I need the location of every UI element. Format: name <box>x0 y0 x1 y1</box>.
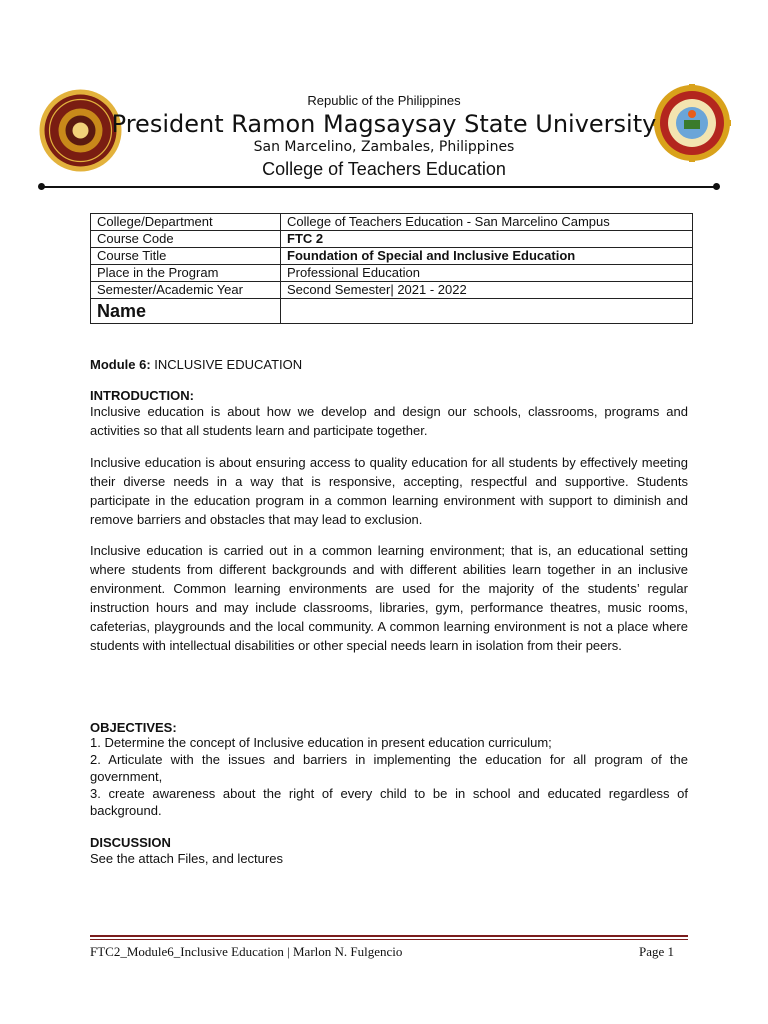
intro-paragraph-2: Inclusive education is about ensuring access to quality education for all students by effectively meeting their diverse needs in a way that is responsive, accepting, respectful and supportive. Students participate in the education program in a common learning environment with support to diminish and remove barriers and obstacles that may lead to exclusion. <box>90 455 688 527</box>
header-divider <box>42 186 716 188</box>
table-row <box>91 299 693 324</box>
university-address: San Marcelino, Zambales, Philippines <box>253 139 515 155</box>
objective-item: 2. Articulate with the issues and barriers in implementing the education for all program of the government, <box>90 752 688 784</box>
republic-label: Republic of the Philippines <box>307 93 461 108</box>
footer-divider-thin <box>90 939 688 940</box>
module-line <box>90 355 688 374</box>
table-label: College/Department <box>91 214 281 231</box>
university-name-wrap <box>0 110 768 142</box>
college-title: College of Teachers Education <box>262 159 506 179</box>
name-label: Name <box>91 299 281 324</box>
module-title: INCLUSIVE EDUCATION <box>154 357 303 372</box>
discussion-heading: DISCUSSION <box>90 835 171 850</box>
footer-divider <box>90 935 688 937</box>
page-number: Page 1 <box>639 944 675 959</box>
discussion-text: See the attach Files, and lectures <box>90 851 283 866</box>
course-info-table <box>90 213 693 324</box>
table-label: Place in the Program <box>91 265 281 282</box>
table-value: Second Semester| 2021 - 2022 <box>281 282 693 299</box>
intro-paragraph-1: Inclusive education is about how we develop and design our schools, classrooms, programs and activities so that all students learn and participate together. <box>90 404 688 438</box>
table-value: Foundation of Special and Inclusive Education <box>281 248 693 265</box>
intro-paragraph-3: Inclusive education is carried out in a common learning environment; that is, an educational setting where students from different backgrounds and with different abilities learn together in an inclusive environment. Common learning environments are used for the majority of the students’ regular instruction hours and may include classrooms, libraries, gym, performance theatres, music rooms, cafeterias, playgrounds and the local community. A common learning environment is not a place where students with intellectual disabilities or other special needs learn in isolation from their peers. <box>90 543 688 653</box>
objectives-heading: OBJECTIVES: <box>90 720 177 735</box>
introduction-heading: INTRODUCTION: <box>90 388 194 403</box>
objectives-list <box>90 734 688 819</box>
table-row <box>91 214 693 231</box>
name-field[interactable] <box>281 299 693 324</box>
table-row <box>91 265 693 282</box>
university-name: President Ramon Magsaysay State University <box>111 110 657 138</box>
rule-end-dot-right <box>713 183 720 190</box>
table-label: Course Title <box>91 248 281 265</box>
table-value: FTC 2 <box>281 231 693 248</box>
module-label: Module 6: <box>90 357 151 372</box>
footer-document-label: FTC2_Module6_Inclusive Education | Marlon N. Fulgencio <box>90 944 403 959</box>
objective-item: 3. create awareness about the right of every child to be in school and educated regardless of background. <box>90 786 688 818</box>
table-label: Semester/Academic Year <box>91 282 281 299</box>
table-row <box>91 248 693 265</box>
objective-item: 1. Determine the concept of Inclusive education in present education curriculum; <box>90 735 552 750</box>
table-value: College of Teachers Education - San Marcelino Campus <box>281 214 693 231</box>
table-row <box>91 282 693 299</box>
table-value: Professional Education <box>281 265 693 282</box>
table-row <box>91 231 693 248</box>
table-label: Course Code <box>91 231 281 248</box>
